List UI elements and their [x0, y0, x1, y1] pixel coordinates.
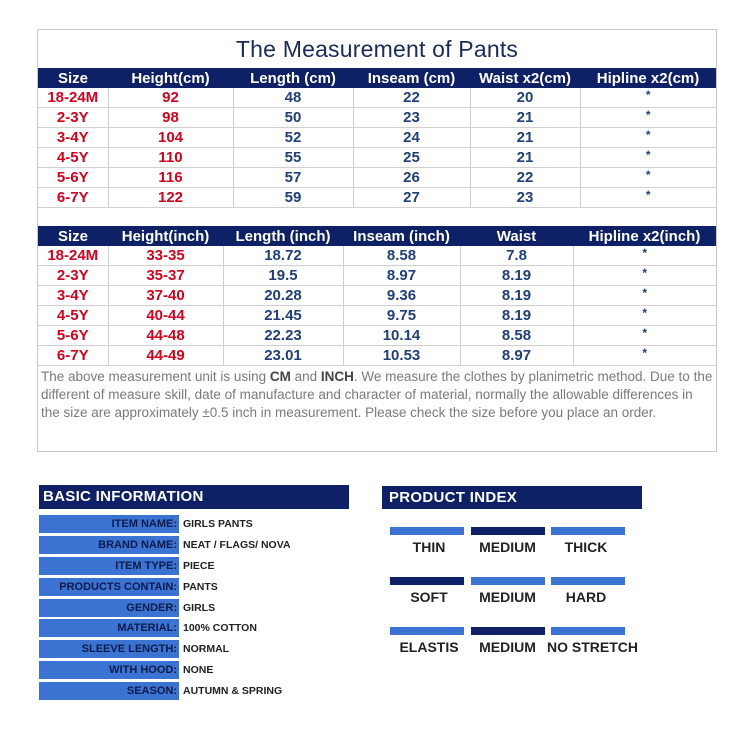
inseam-cell: 10.53: [343, 346, 460, 366]
waist-cell: 22: [470, 168, 580, 188]
height-cell: 98: [108, 108, 233, 128]
table-spacer: [38, 208, 716, 226]
info-value: NORMAL: [183, 643, 230, 656]
info-label: WITH HOOD:: [39, 661, 179, 679]
index-bar: [390, 527, 464, 535]
hipline-cell: *: [580, 108, 716, 128]
measurement-note: [38, 366, 716, 422]
height-cell: 104: [108, 128, 233, 148]
hipline-cell: *: [580, 128, 716, 148]
hipline-cell: *: [573, 246, 716, 266]
info-row: [39, 576, 359, 597]
basic-information-list: [39, 514, 359, 701]
table-row: [38, 286, 716, 306]
info-label: MATERIAL:: [39, 619, 179, 637]
size-cell: 3-4Y: [38, 128, 108, 148]
hipline-cell: *: [580, 88, 716, 108]
index-labels: [390, 639, 638, 655]
length-cell: 23.01: [223, 346, 343, 366]
info-value: GIRLS: [183, 601, 216, 614]
index-label: MEDIUM: [479, 539, 536, 555]
table-row: [38, 128, 716, 148]
column-header: Height(inch): [108, 226, 223, 246]
info-row: [39, 660, 359, 681]
index-label: MEDIUM: [479, 589, 536, 605]
waist-cell: 8.19: [460, 266, 573, 286]
page-title: The Measurement of Pants: [235, 36, 519, 62]
info-row: [39, 535, 359, 556]
info-label: SLEEVE LENGTH:: [39, 640, 179, 658]
inseam-cell: 23: [353, 108, 470, 128]
size-cell: 4-5Y: [38, 306, 108, 326]
info-label: SEASON:: [39, 682, 179, 700]
column-header: Inseam (inch): [343, 226, 460, 246]
index-label: MEDIUM: [479, 639, 536, 655]
info-value: AUTUMN & SPRING: [183, 684, 283, 697]
height-cell: 110: [108, 148, 233, 168]
note-unit-cm: CM: [269, 369, 291, 384]
info-label: BRAND NAME:: [39, 536, 179, 554]
index-bars: [390, 627, 625, 635]
note-text: The above measurement unit is using: [41, 369, 270, 384]
waist-cell: 23: [470, 188, 580, 208]
column-header: Height(cm): [108, 68, 233, 88]
thickness-index: [390, 527, 625, 555]
length-cell: 52: [233, 128, 353, 148]
length-cell: 48: [233, 88, 353, 108]
length-cell: 18.72: [223, 246, 343, 266]
inseam-cell: 22: [353, 88, 470, 108]
info-row: [39, 639, 359, 660]
index-label: THIN: [412, 539, 446, 555]
info-value: GIRLS PANTS: [183, 518, 253, 531]
waist-cell: 21: [470, 108, 580, 128]
index-bar: [390, 627, 464, 635]
length-cell: 20.28: [223, 286, 343, 306]
info-label: ITEM NAME:: [39, 515, 179, 533]
height-cell: 116: [108, 168, 233, 188]
info-label: PRODUCTS CONTAIN:: [39, 578, 179, 596]
height-cell: 40-44: [108, 306, 223, 326]
note-text: and: [290, 369, 321, 384]
table-row: [38, 188, 716, 208]
info-value: 100% COTTON: [183, 622, 257, 635]
hipline-cell: *: [573, 306, 716, 326]
hipline-cell: *: [580, 168, 716, 188]
info-value: PIECE: [183, 559, 215, 572]
height-cell: 44-48: [108, 326, 223, 346]
column-header: Length (inch): [223, 226, 343, 246]
table-row: [38, 168, 716, 188]
inch-table: [38, 226, 716, 366]
index-bar: [551, 577, 625, 585]
index-bar: [551, 527, 625, 535]
info-value: PANTS: [183, 580, 218, 593]
height-cell: 44-49: [108, 346, 223, 366]
size-cell: 2-3Y: [38, 266, 108, 286]
table-row: [38, 108, 716, 128]
inseam-cell: 24: [353, 128, 470, 148]
column-header: Size: [38, 68, 108, 88]
index-labels: [390, 539, 625, 555]
hipline-cell: *: [580, 188, 716, 208]
inseam-cell: 27: [353, 188, 470, 208]
height-cell: 122: [108, 188, 233, 208]
table-row: [38, 326, 716, 346]
waist-cell: 8.19: [460, 286, 573, 306]
index-bar: [471, 577, 545, 585]
length-cell: 55: [233, 148, 353, 168]
index-bar: [471, 627, 545, 635]
size-cell: 3-4Y: [38, 286, 108, 306]
height-cell: 33-35: [108, 246, 223, 266]
elasticity-index: [390, 627, 638, 655]
info-row: [39, 597, 359, 618]
table-row: [38, 246, 716, 266]
info-row: [39, 680, 359, 701]
info-value: NONE: [183, 663, 214, 676]
hipline-cell: *: [573, 346, 716, 366]
inseam-cell: 25: [353, 148, 470, 168]
table-row: [38, 346, 716, 366]
inseam-cell: 8.58: [343, 246, 460, 266]
inseam-cell: 8.97: [343, 266, 460, 286]
size-cell: 6-7Y: [38, 346, 108, 366]
table-row: [38, 148, 716, 168]
waist-cell: 8.97: [460, 346, 573, 366]
info-row: [39, 618, 359, 639]
cm-table: [38, 68, 716, 208]
index-bar: [390, 577, 464, 585]
column-header: Waist x2(cm): [470, 68, 580, 88]
length-cell: 59: [233, 188, 353, 208]
length-cell: 19.5: [223, 266, 343, 286]
waist-cell: 21: [470, 148, 580, 168]
inseam-cell: 10.14: [343, 326, 460, 346]
info-label: GENDER:: [39, 599, 179, 617]
info-row: [39, 514, 359, 535]
size-cell: 4-5Y: [38, 148, 108, 168]
size-cell: 5-6Y: [38, 326, 108, 346]
hipline-cell: *: [573, 326, 716, 346]
size-cell: 6-7Y: [38, 188, 108, 208]
column-header: Hipline x2(inch): [573, 226, 716, 246]
index-label: THICK: [564, 539, 608, 555]
waist-cell: 8.19: [460, 306, 573, 326]
index-labels: [390, 589, 625, 605]
waist-cell: 8.58: [460, 326, 573, 346]
index-bars: [390, 527, 625, 535]
inseam-cell: 9.36: [343, 286, 460, 306]
inseam-cell: 9.75: [343, 306, 460, 326]
size-cell: 18-24M: [38, 246, 108, 266]
hipline-cell: *: [573, 266, 716, 286]
index-label: ELASTIS: [399, 639, 459, 655]
index-label: SOFT: [410, 589, 448, 605]
cm-table-header: [38, 68, 716, 88]
length-cell: 50: [233, 108, 353, 128]
hipline-cell: *: [573, 286, 716, 306]
table-row: [38, 88, 716, 108]
table-row: [38, 266, 716, 286]
column-header: Inseam (cm): [353, 68, 470, 88]
height-cell: 35-37: [108, 266, 223, 286]
index-bar: [551, 627, 625, 635]
info-row: [39, 556, 359, 577]
waist-cell: 20: [470, 88, 580, 108]
index-label: NO STRETCH: [547, 639, 638, 655]
index-label: HARD: [565, 589, 607, 605]
inseam-cell: 26: [353, 168, 470, 188]
info-label: ITEM TYPE:: [39, 557, 179, 575]
table-row: [38, 306, 716, 326]
length-cell: 57: [233, 168, 353, 188]
size-cell: 5-6Y: [38, 168, 108, 188]
product-index-header: PRODUCT INDEX: [382, 486, 642, 509]
note-unit-inch: INCH: [320, 369, 354, 384]
basic-information-header: BASIC INFORMATION: [39, 485, 349, 509]
index-bars: [390, 577, 625, 585]
column-header: Waist: [460, 226, 573, 246]
length-cell: 21.45: [223, 306, 343, 326]
height-cell: 37-40: [108, 286, 223, 306]
info-value: NEAT / FLAGS/ NOVA: [183, 539, 291, 552]
column-header: Size: [38, 226, 108, 246]
height-cell: 92: [108, 88, 233, 108]
size-cell: 18-24M: [38, 88, 108, 108]
column-header: Hipline x2(cm): [580, 68, 716, 88]
note-text: . We measure the clothes by planimetric method. Due to the different of measure skill, date of manufacture and character of material, normally the allowable differences in the size are approximately ±0.5 inch in measurement. Please check the size before you place an order.: [41, 369, 713, 420]
size-cell: 2-3Y: [38, 108, 108, 128]
measurement-panel: [37, 29, 717, 452]
softness-index: [390, 577, 625, 605]
hipline-cell: *: [580, 148, 716, 168]
column-header: Length (cm): [233, 68, 353, 88]
waist-cell: 21: [470, 128, 580, 148]
inch-table-header: [38, 226, 716, 246]
index-bar: [471, 527, 545, 535]
length-cell: 22.23: [223, 326, 343, 346]
waist-cell: 7.8: [460, 246, 573, 266]
